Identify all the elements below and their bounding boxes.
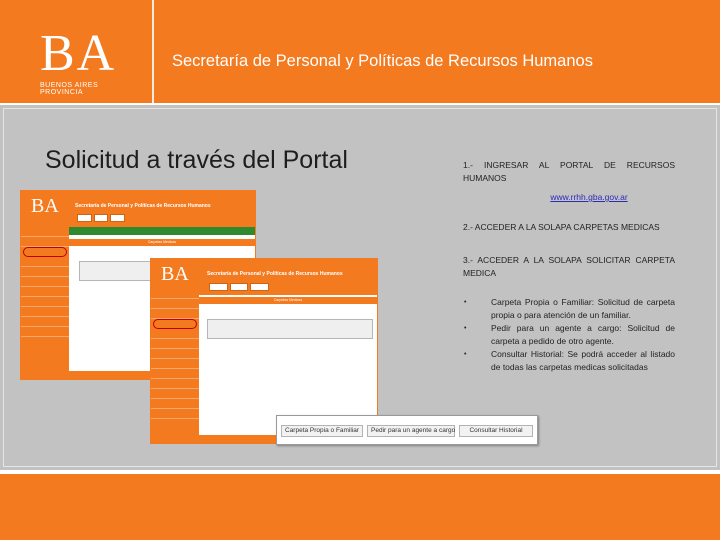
- mini-nav-item: [151, 299, 199, 309]
- mini-nav-item: [21, 317, 69, 327]
- mini-nav-item: [151, 309, 199, 319]
- mini-content-box: [207, 319, 373, 339]
- mini-nav-item: [21, 227, 69, 237]
- mini-sidebar: [21, 227, 69, 371]
- mini-header-title: Secretaría de Personal y Políticas de Recursos Humanos: [207, 271, 343, 277]
- mini-nav-item: [21, 277, 69, 287]
- option-carpeta-propia: • Carpeta Propia o Familiar: Solicitud de carpeta propia o para atención de un familiar.: [463, 296, 675, 322]
- mini-nav-item: [151, 359, 199, 369]
- mini-nav-item: [21, 237, 69, 247]
- tab-pedir-agente[interactable]: Pedir para un agente a cargo: [367, 425, 455, 437]
- mini-tab: [77, 214, 92, 222]
- mini-tabbar: [209, 283, 269, 291]
- mini-nav-item: [151, 389, 199, 399]
- mini-nav-item-highlighted: [153, 319, 197, 329]
- option-agente-a-cargo: • Pedir para un agente a cargo: Solicitud de carpeta a pedido de otro agente.: [463, 322, 675, 348]
- mini-nav-item: [151, 369, 199, 379]
- mini-nav-item-highlighted: [23, 247, 67, 257]
- mini-nav-item: [151, 329, 199, 339]
- mini-section-band: Carpetas Medicas: [199, 297, 377, 304]
- step-2: 2.- ACCEDER A LA SOLAPA CARPETAS MEDICAS: [463, 222, 660, 232]
- step-1: 1.- INGRESAR AL PORTAL DE RECURSOS HUMANOS: [463, 160, 675, 183]
- header-banner: [0, 0, 720, 103]
- mini-nav-item: [21, 297, 69, 307]
- mini-nav-item: [21, 257, 69, 267]
- mini-tab: [250, 283, 269, 291]
- header-divider: [152, 0, 154, 103]
- mini-nav-item: [151, 339, 199, 349]
- tab-row: [281, 425, 533, 437]
- instructions: [463, 159, 675, 374]
- tab-consultar-historial[interactable]: Consultar Historial: [459, 425, 533, 437]
- mini-green-bar: [69, 227, 255, 235]
- mini-nav-item: [151, 409, 199, 419]
- ba-logo: [40, 25, 140, 96]
- footer-band: [0, 474, 720, 540]
- portal-link[interactable]: www.rrhh.gba.gov.ar: [550, 192, 628, 202]
- header-title: Secretaría de Personal y Políticas de Recursos Humanos: [172, 52, 593, 70]
- carpeta-tab-strip: [276, 415, 538, 445]
- mini-nav-item: [21, 267, 69, 277]
- mini-logo: BA: [31, 195, 59, 217]
- mini-nav-item: [21, 327, 69, 337]
- mini-nav-item: [151, 399, 199, 409]
- mini-tabbar: [77, 214, 125, 222]
- mini-logo: BA: [161, 263, 189, 285]
- mini-tab: [209, 283, 228, 291]
- mini-nav-item: [21, 307, 69, 317]
- mini-header: [21, 191, 255, 227]
- option-list: [463, 296, 675, 374]
- logo-subtitle: BUENOS AIRES PROVINCIA: [40, 82, 99, 96]
- mini-section-band: Carpetas Medicas: [69, 239, 255, 246]
- mini-nav-item: [151, 349, 199, 359]
- mini-tab: [94, 214, 109, 222]
- option-consultar-historial: • Consultar Historial: Se podrá acceder al listado de todas las carpetas medicas solicitadas: [463, 348, 675, 374]
- mini-nav-item: [151, 379, 199, 389]
- mini-header-title: Secretaría de Personal y Políticas de Recursos Humanos: [75, 203, 211, 209]
- logo-text: BA: [40, 25, 117, 82]
- mini-tab: [230, 283, 249, 291]
- mini-tab: [110, 214, 125, 222]
- mini-nav-item: [151, 289, 199, 299]
- mini-nav-item: [21, 287, 69, 297]
- tab-carpeta-propia[interactable]: Carpeta Propia o Familiar: [281, 425, 363, 437]
- mini-sidebar: [151, 289, 199, 435]
- step-3: 3.- ACCEDER A LA SOLAPA SOLICITAR CARPETA MEDICA: [463, 255, 675, 278]
- slide-title: Solicitud a través del Portal: [45, 146, 348, 174]
